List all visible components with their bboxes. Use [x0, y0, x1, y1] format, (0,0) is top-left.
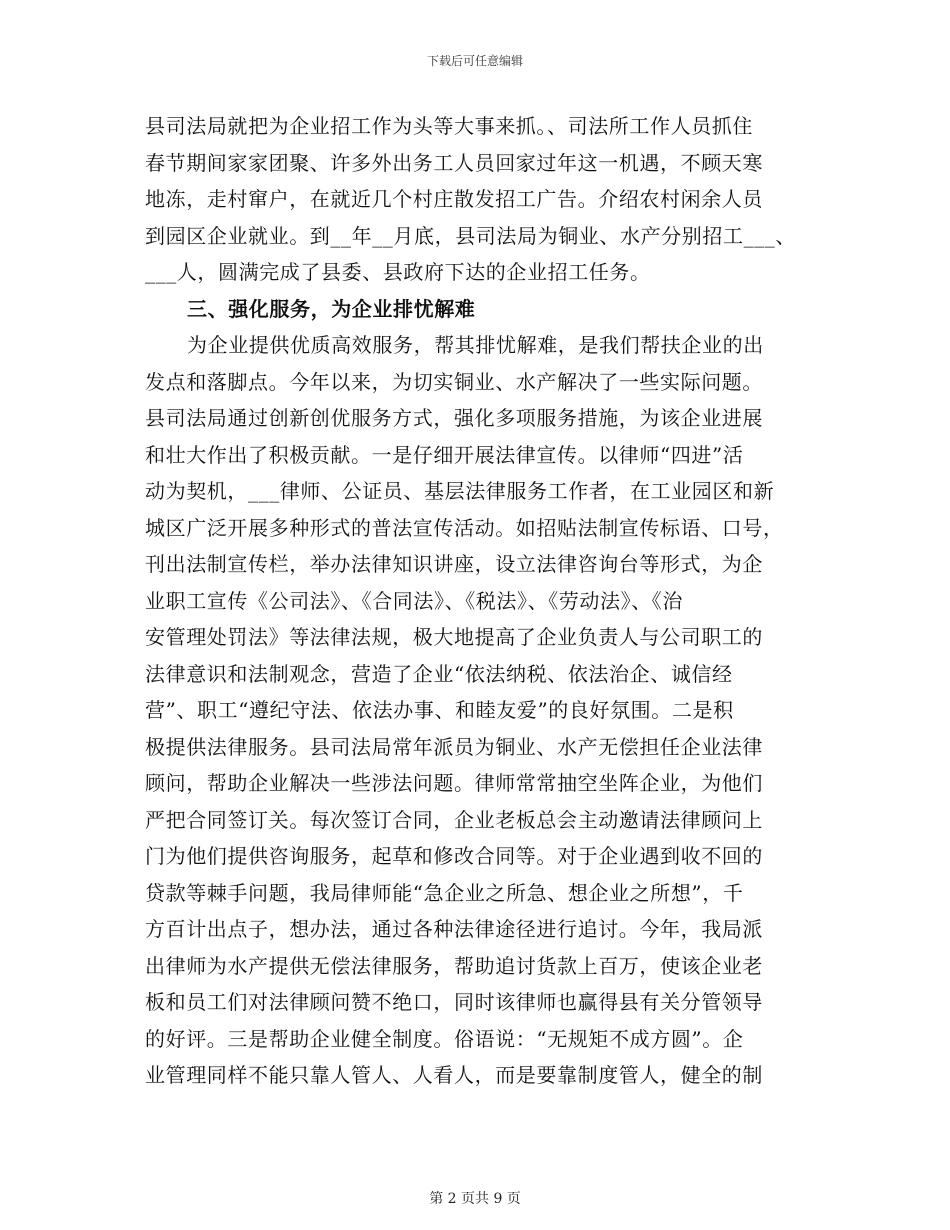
paragraph-line: 县司法局就把为企业招工作为头等大事来抓。、司法所工作人员抓住 [145, 114, 753, 138]
paragraph-line: 板和员工们对法律顾问赞不绝口，同时该律师也赢得县有关分管领导 [145, 990, 763, 1014]
paragraph-line: 业职工宣传《公司法》、《合同法》、《税法》、《劳动法》、《治 [145, 588, 683, 613]
paragraph-line: 营”、职工“遵纪守法、依法办事、和睦友爱”的良好氛围。二是积 [145, 698, 734, 722]
page-number-footer: 第 2 页共 9 页 [429, 1191, 521, 1207]
paragraph-line: 刊出法制宣传栏，举办法律知识讲座，设立法律咨询台等形式，为企 [145, 552, 763, 576]
paragraph-line: 贷款等棘手问题，我局律师能“急企业之所急、想企业之所想”，千 [145, 880, 744, 905]
paragraph-line: 门为他们提供咨询服务，起草和修改合同等。对于企业遇到收不回的 [145, 844, 763, 868]
paragraph-line: ___人，圆满完成了县委、县政府下达的企业招工任务。 [145, 260, 651, 284]
paragraph-line: 顾问，帮助企业解决一些涉法问题。律师常常抽空坐阵企业，为他们 [145, 771, 763, 795]
paragraph-line: 法律意识和法制观念，营造了企业“依法纳税、依法治企、诚信经 [145, 661, 733, 686]
document-body [145, 108, 805, 1094]
paragraph-line: 业管理同样不能只靠人管人、人看人，而是要靠制度管人，健全的制 [145, 1063, 763, 1087]
paragraph-line: 的好评。三是帮助企业健全制度。俗语说：“无规矩不成方圆”。企 [145, 1026, 744, 1051]
paragraph-line: 方百计出点子，想办法，通过各种法律途径进行追讨。今年，我局派 [145, 917, 763, 941]
paragraph-line: 为企业提供优质高效服务，帮其排忧解难，是我们帮扶企业的出 [187, 333, 764, 357]
section-heading: 三、强化服务，为企业排忧解难 [187, 296, 476, 321]
paragraph-line: 县司法局通过创新创优服务方式，强化多项服务措施，为该企业进展 [145, 406, 763, 430]
paragraph-line: 城区广泛开展多种形式的普法宣传活动。如招贴法制宣传标语、口号， [145, 515, 784, 540]
paragraph-line: 严把合同签订关。每次签订合同，企业老板总会主动邀请法律顾问上 [145, 807, 763, 832]
paragraph-line: 动为契机，___律师、公证员、基层法律服务工作者，在工业园区和新 [145, 479, 775, 503]
paragraph-line: 出律师为水产提供无偿法律服务，帮助追讨货款上百万，使该企业老 [145, 953, 763, 978]
paragraph-line: 和壮大作出了积极贡献。一是仔细开展法律宣传。以律师“四进”活 [145, 442, 744, 467]
paragraph-line: 地冻，走村窜户，在就近几个村庄散发招工广告。介绍农村闲余人员 [145, 187, 763, 211]
paragraph-line: 到园区企业就业。到__年__月底，县司法局为铜业、水产分别招工___、 [145, 223, 796, 248]
paragraph-line: 安管理处罚法》等法律法规，极大地提高了企业负责人与公司职工的 [145, 625, 763, 649]
paragraph-line: 发点和落脚点。今年以来，为切实铜业、水产解决了一些实际问题。 [145, 369, 763, 394]
page-header-note: 下载后可任意编辑 [426, 54, 523, 68]
paragraph-line: 春节期间家家团聚、许多外出务工人员回家过年这一机遇，不顾天寒 [145, 150, 763, 175]
paragraph-line: 极提供法律服务。县司法局常年派员为铜业、水产无偿担任企业法律 [145, 734, 763, 759]
